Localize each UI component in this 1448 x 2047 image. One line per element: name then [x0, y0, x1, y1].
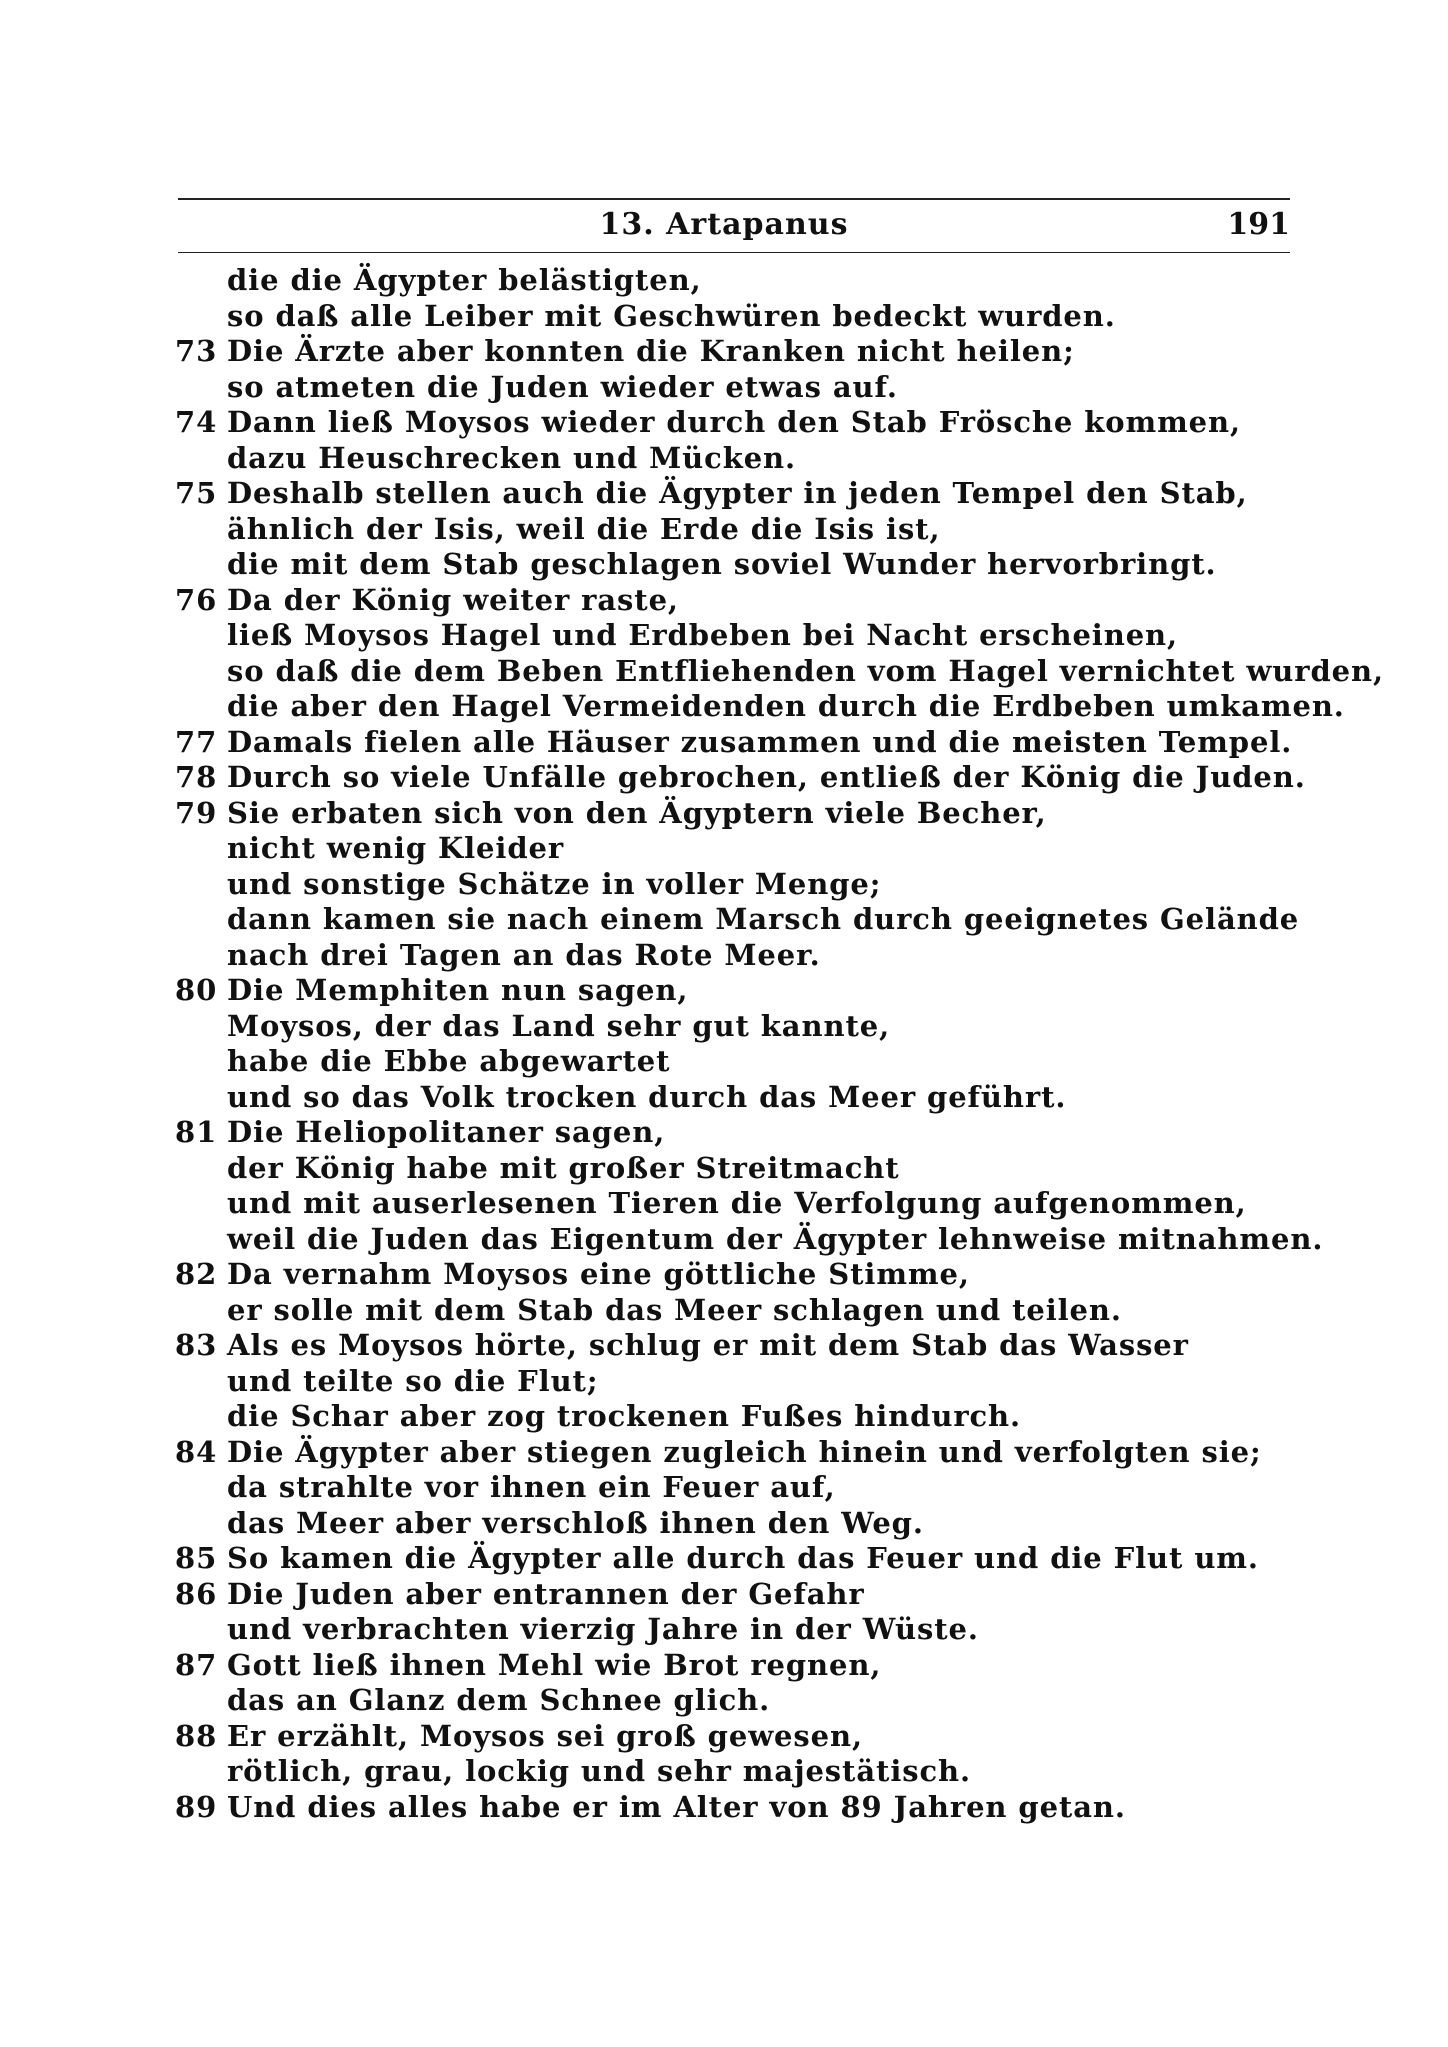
verse-line	[175, 1115, 1300, 1151]
verse-number: 73	[175, 334, 218, 368]
verse-line	[175, 1399, 1300, 1435]
verse-number: 82	[175, 1257, 218, 1291]
verse-line-text: Die Ärzte aber konnten die Kranken nicht heilen;	[227, 334, 1075, 368]
verse-line-text: und so das Volk trocken durch das Meer geführt.	[227, 1079, 1067, 1114]
verse-line-text: Da vernahm Moysos eine göttliche Stimme,	[227, 1257, 970, 1291]
verse-line	[175, 1009, 1300, 1045]
verse-line-text: das an Glanz dem Schnee glich.	[227, 1683, 771, 1717]
verse-line	[175, 583, 1300, 619]
verse-line	[175, 441, 1300, 477]
verse-line-text: Deshalb stellen auch die Ägypter in jeden Tempel den Stab,	[227, 476, 1248, 510]
verse-line	[175, 1470, 1300, 1506]
verse-line	[175, 618, 1300, 654]
verse-line	[175, 1648, 1300, 1684]
verse-line	[175, 263, 1300, 299]
verse-line	[175, 1257, 1300, 1293]
verse-line	[175, 760, 1306, 796]
verse-line-text: Er erzählt, Moysos sei groß gewesen,	[227, 1718, 863, 1753]
running-header-title: 13. Artapanus	[599, 207, 849, 242]
verse-line-text: da strahlte vor ihnen ein Feuer auf,	[227, 1470, 836, 1504]
verse-number: 77	[175, 724, 218, 759]
verse-line	[175, 867, 1300, 903]
verse-line	[175, 299, 1300, 335]
verse-line	[175, 1435, 1300, 1471]
verse-line	[175, 1506, 1300, 1542]
verse-line-text: dann kamen sie nach einem Marsch durch geeignetes Gelände	[227, 902, 1300, 936]
verse-line	[175, 1151, 1300, 1187]
verse-line	[175, 1790, 1300, 1826]
verse-line-text: Dann ließ Moysos wieder durch den Stab Frösche kommen,	[227, 405, 1241, 439]
verse-number: 88	[175, 1718, 218, 1753]
verse-line	[175, 476, 1300, 512]
verse-line	[175, 1541, 1300, 1577]
verse-line-text: er solle mit dem Stab das Meer schlagen und teilen.	[227, 1292, 1122, 1327]
verse-line-text: Sie erbaten sich von den Ägyptern viele Becher,	[227, 795, 1047, 830]
verse-line-text: ließ Moysos Hagel und Erdbeben bei Nacht erscheinen,	[227, 618, 1179, 652]
verse-line-text: Die Juden aber entrannen der Gefahr	[227, 1576, 865, 1611]
verse-number: 75	[175, 476, 218, 510]
verse-line-text: Und dies alles habe er im Alter von 89 Jahren getan.	[227, 1789, 1126, 1824]
verse-line	[175, 725, 1300, 761]
verse-number: 78	[175, 760, 218, 794]
verse-number: 76	[175, 582, 218, 617]
verse-line-text: und mit auserlesenen Tieren die Verfolgung aufgenommen,	[227, 1186, 1247, 1220]
verse-line	[175, 547, 1300, 583]
verse-line	[175, 1683, 1300, 1719]
verse-number: 83	[175, 1328, 218, 1362]
verse-line-text: Moysos, der das Land sehr gut kannte,	[227, 1008, 891, 1043]
verse-line	[175, 1221, 1324, 1258]
verse-number: 81	[175, 1115, 218, 1149]
verse-line-text: Die Heliopolitaner sagen,	[227, 1115, 666, 1149]
verse-line	[175, 831, 1300, 867]
verse-line	[175, 405, 1300, 441]
verse-line-text: Damals fielen alle Häuser zusammen und die meisten Tempel.	[227, 724, 1293, 759]
verse-number: 80	[175, 973, 218, 1007]
verse-line	[175, 1044, 1300, 1080]
verse-line-text: und sonstige Schätze in voller Menge;	[227, 866, 882, 901]
verse-line	[175, 653, 1384, 690]
verse-line-text: der König habe mit großer Streitmacht	[227, 1150, 900, 1185]
verse-line	[175, 1719, 1300, 1755]
verse-line-text: so daß alle Leiber mit Geschwüren bedeckt wurden.	[227, 298, 1116, 333]
verse-number: 87	[175, 1647, 218, 1682]
verse-line	[175, 1754, 1300, 1790]
verse-line-text: die die Ägypter belästigten,	[227, 263, 702, 297]
header-rule-bottom	[178, 252, 1290, 253]
verse-line-text: Die Ägypter aber stiegen zugleich hinein und verfolgten sie;	[227, 1434, 1262, 1469]
verse-line	[175, 1364, 1300, 1400]
verse-number: 86	[175, 1576, 218, 1611]
verse-line	[175, 796, 1300, 832]
verse-line	[175, 902, 1300, 938]
verse-line	[175, 1328, 1300, 1364]
verse-line	[175, 334, 1300, 370]
verse-line-text: so atmeten die Juden wieder etwas auf.	[227, 369, 898, 404]
verse-text-body	[175, 263, 1384, 1825]
verse-line	[175, 1293, 1300, 1329]
verse-line-text: rötlich, grau, lockig und sehr majestätisch.	[227, 1754, 971, 1788]
verse-line-text: das Meer aber verschloß ihnen den Weg.	[227, 1505, 924, 1540]
header-rule-top	[178, 198, 1290, 200]
verse-line-text: Als es Moysos hörte, schlug er mit dem Stab das Wasser	[227, 1328, 1189, 1362]
verse-line-text: die Schar aber zog trockenen Fußes hindurch.	[227, 1399, 1022, 1433]
verse-line	[175, 689, 1345, 725]
verse-number: 79	[175, 795, 218, 830]
verse-line-text: die aber den Hagel Vermeidenden durch die Erdbeben umkamen.	[227, 689, 1345, 723]
verse-line-text: habe die Ebbe abgewartet	[227, 1044, 671, 1078]
verse-line-text: So kamen die Ägypter alle durch das Feuer und die Flut um.	[227, 1541, 1259, 1575]
verse-line-text: nicht wenig Kleider	[227, 831, 565, 865]
verse-line	[175, 973, 1300, 1009]
verse-line	[175, 1577, 1300, 1613]
verse-line	[175, 512, 1300, 548]
verse-line-text: Gott ließ ihnen Mehl wie Brot regnen,	[227, 1647, 882, 1682]
verse-line-text: nach drei Tagen an das Rote Meer.	[227, 937, 821, 972]
verse-line-text: dazu Heuschrecken und Mücken.	[227, 440, 797, 475]
verse-line-text: Da der König weiter raste,	[227, 582, 679, 617]
verse-line-text: die mit dem Stab geschlagen soviel Wunder hervorbringt.	[227, 547, 1217, 581]
verse-number: 89	[175, 1789, 218, 1824]
verse-line	[175, 1080, 1300, 1116]
verse-line-text: weil die Juden das Eigentum der Ägypter lehnweise mitnahmen.	[227, 1221, 1324, 1256]
verse-line	[175, 1186, 1300, 1222]
verse-line	[175, 370, 1300, 406]
verse-line-text: und teilte so die Flut;	[227, 1363, 599, 1398]
page-number: 191	[1227, 207, 1290, 242]
verse-line-text: Durch so viele Unfälle gebrochen, entließ der König die Juden.	[227, 760, 1306, 794]
verse-line	[175, 1612, 1300, 1648]
verse-line	[175, 938, 1300, 974]
verse-line-text: Die Memphiten nun sagen,	[227, 973, 689, 1007]
verse-number: 84	[175, 1434, 218, 1469]
verse-number: 74	[175, 405, 218, 439]
verse-line-text: so daß die dem Beben Entfliehenden vom Hagel vernichtet wurden,	[227, 653, 1384, 688]
verse-line-text: ähnlich der Isis, weil die Erde die Isis ist,	[227, 511, 941, 546]
verse-line-text: und verbrachten vierzig Jahre in der Wüste.	[227, 1612, 979, 1646]
verse-number: 85	[175, 1541, 218, 1575]
